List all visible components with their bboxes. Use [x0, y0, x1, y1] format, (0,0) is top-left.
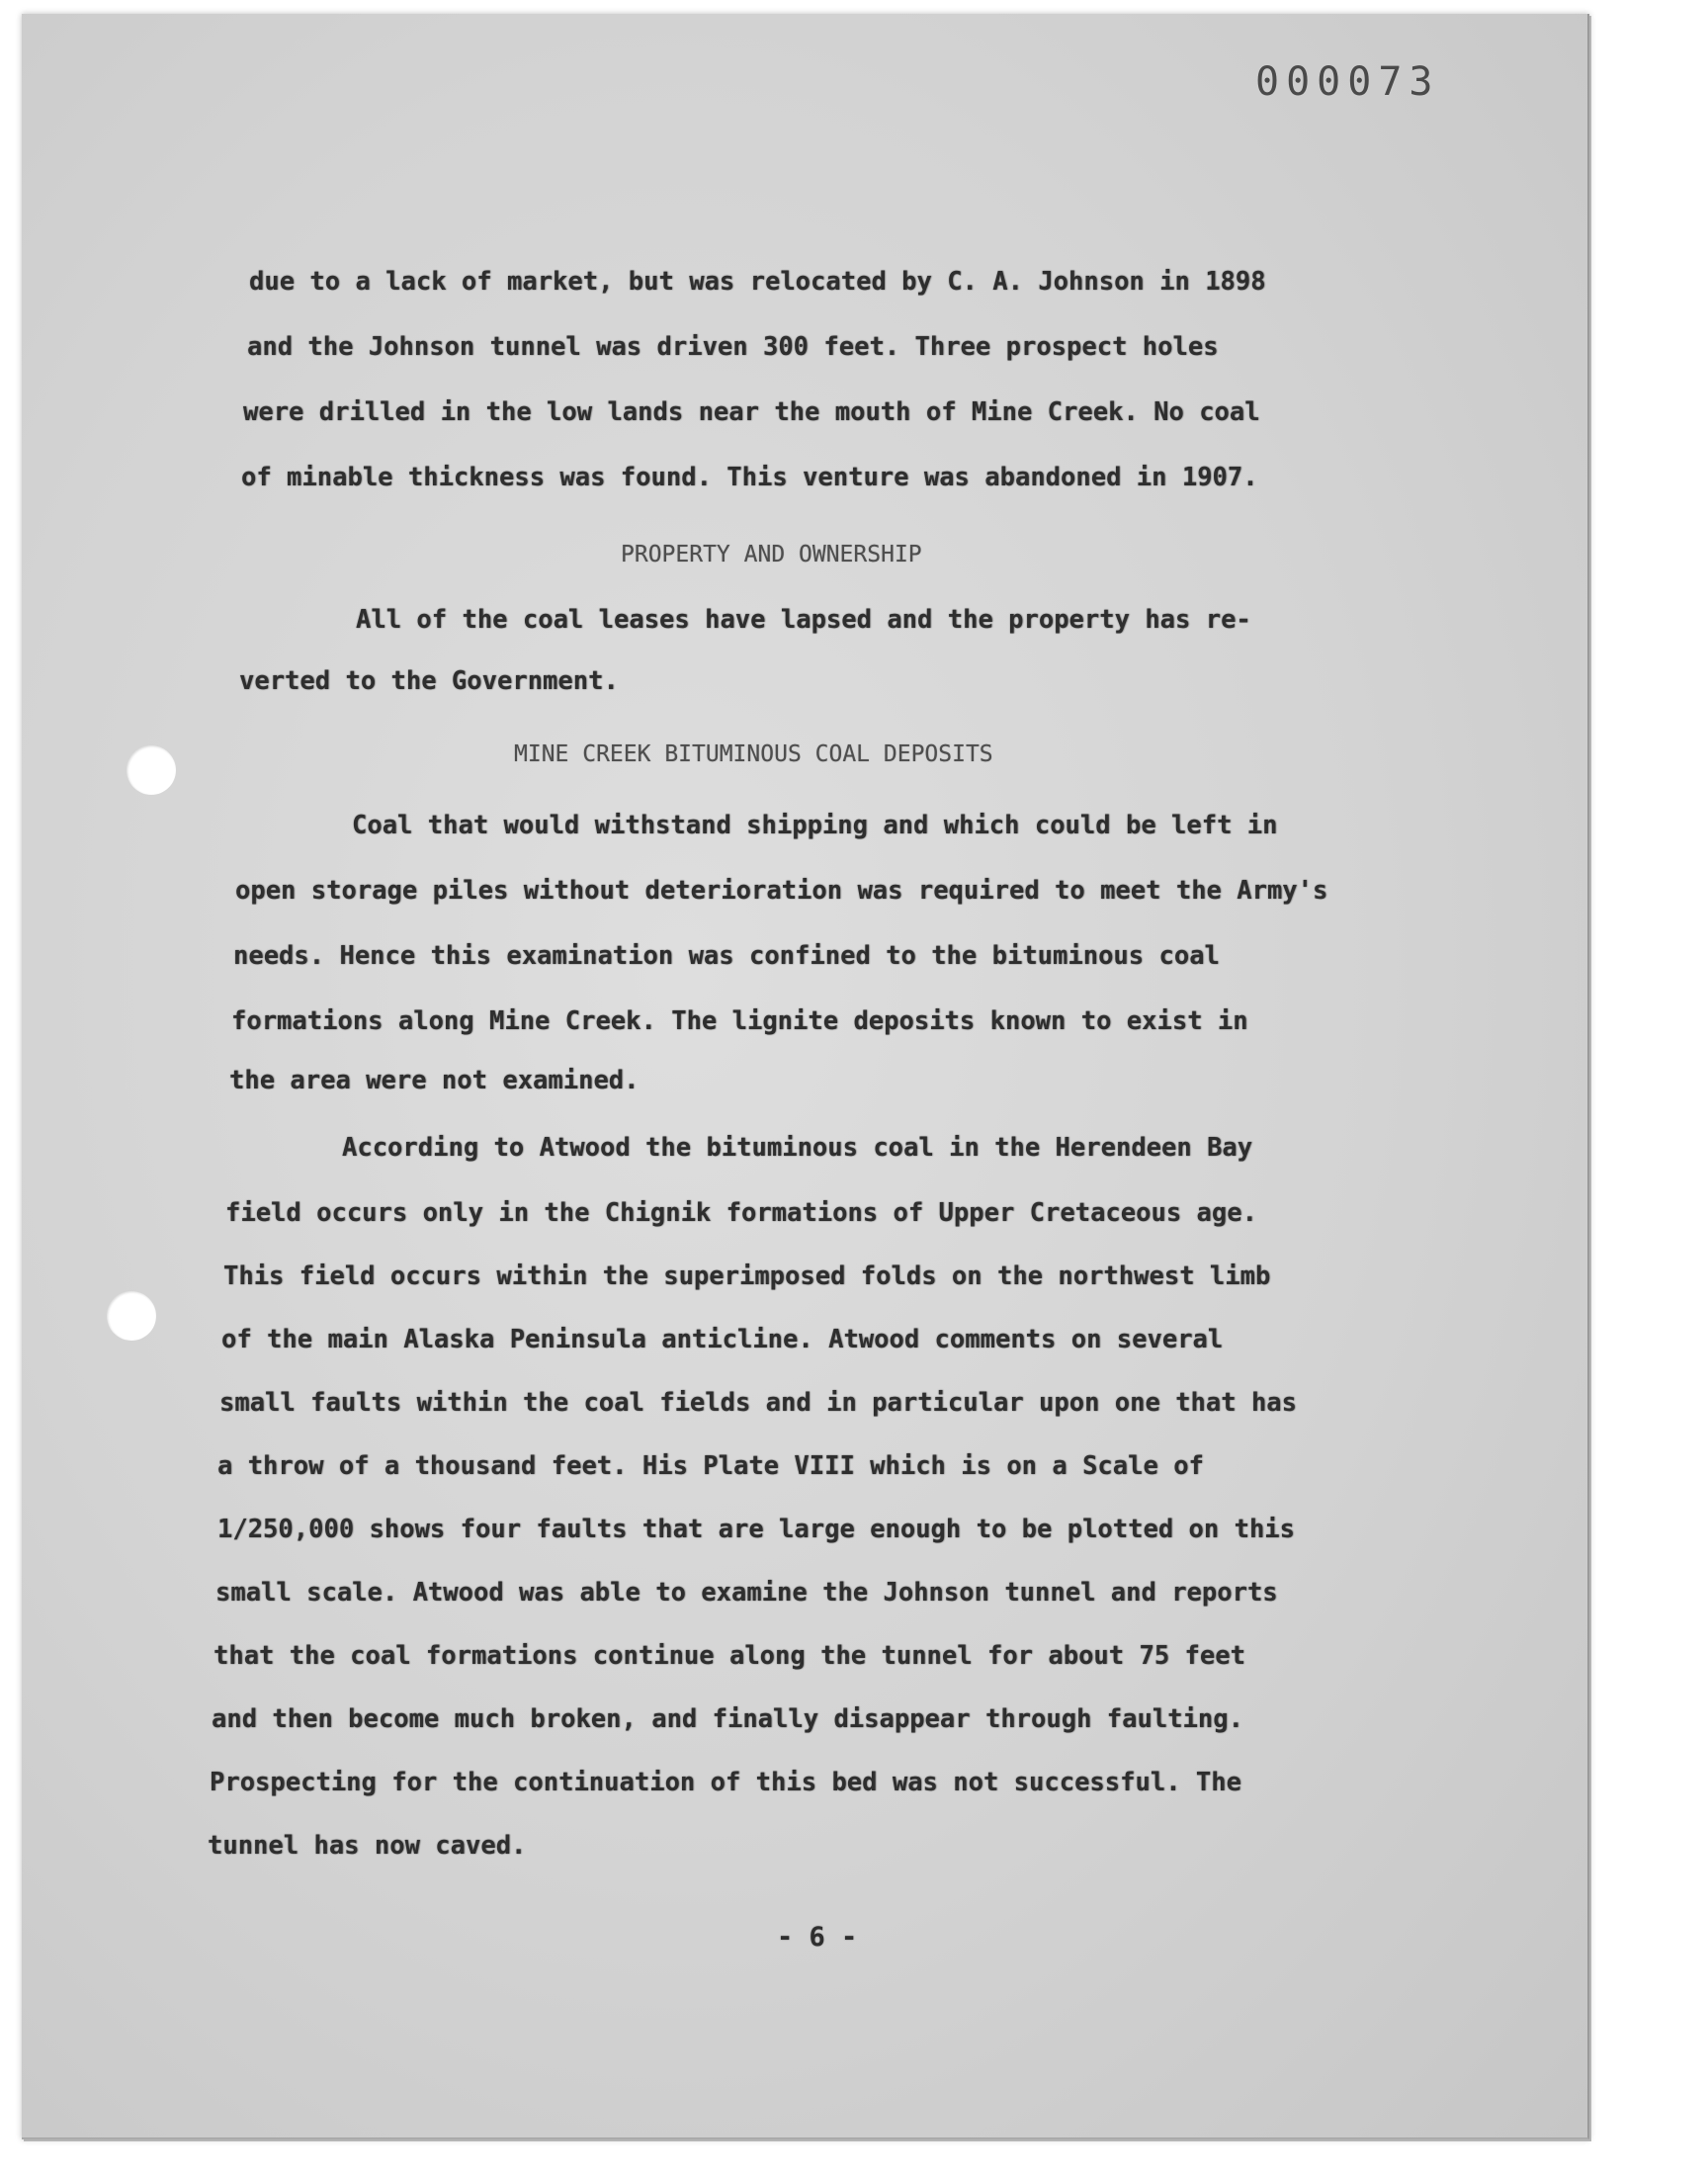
text-line: Prospecting for the continuation of this bed was not successful. The	[210, 1768, 1241, 1797]
text-line: verted to the Government.	[239, 666, 619, 696]
text-line: open storage piles without deterioration was required to meet the Army's	[235, 876, 1328, 906]
page-number: - 6 -	[777, 1922, 858, 1953]
text-line: 1/250,000 shows four faults that are large enough to be plotted on this	[217, 1515, 1296, 1544]
section-heading-mine-creek: MINE CREEK BITUMINOUS COAL DEPOSITS	[514, 741, 993, 767]
punch-hole	[107, 1291, 156, 1341]
text-line: This field occurs within the superimposed folds on the northwest limb	[223, 1262, 1271, 1291]
text-line: needs. Hence this examination was confined to the bituminous coal	[233, 941, 1220, 971]
text-line: Coal that would withstand shipping and which could be left in	[352, 811, 1278, 840]
text-line: small scale. Atwood was able to examine the Johnson tunnel and reports	[215, 1578, 1278, 1608]
text-line: and the Johnson tunnel was driven 300 feet. Three prospect holes	[247, 332, 1219, 362]
text-line: a throw of a thousand feet. His Plate VIII which is on a Scale of	[217, 1451, 1204, 1481]
section-heading-property: PROPERTY AND OWNERSHIP	[621, 542, 922, 567]
text-line: of minable thickness was found. This venture was abandoned in 1907.	[241, 463, 1258, 492]
text-line: small faults within the coal fields and in particular upon one that has	[219, 1388, 1298, 1418]
text-line: All of the coal leases have lapsed and the property has re-	[356, 605, 1251, 635]
text-line: that the coal formations continue along the tunnel for about 75 feet	[214, 1641, 1245, 1671]
text-line: due to a lack of market, but was relocated by C. A. Johnson in 1898	[249, 267, 1266, 297]
document-stamp-number: 000073	[1255, 59, 1440, 105]
text-line: According to Atwood the bituminous coal in the Herendeen Bay	[342, 1133, 1253, 1163]
punch-hole	[127, 745, 176, 795]
text-line: of the main Alaska Peninsula anticline. Atwood comments on several	[221, 1325, 1224, 1354]
text-line: the area were not examined.	[229, 1066, 640, 1095]
text-line: and then become much broken, and finally disappear through faulting.	[212, 1704, 1243, 1734]
text-line: field occurs only in the Chignik formations of Upper Cretaceous age.	[225, 1198, 1257, 1228]
text-line: formations along Mine Creek. The lignite deposits known to exist in	[231, 1006, 1248, 1036]
text-line: tunnel has now caved.	[208, 1831, 527, 1861]
text-line: were drilled in the low lands near the mouth of Mine Creek. No coal	[243, 397, 1260, 427]
